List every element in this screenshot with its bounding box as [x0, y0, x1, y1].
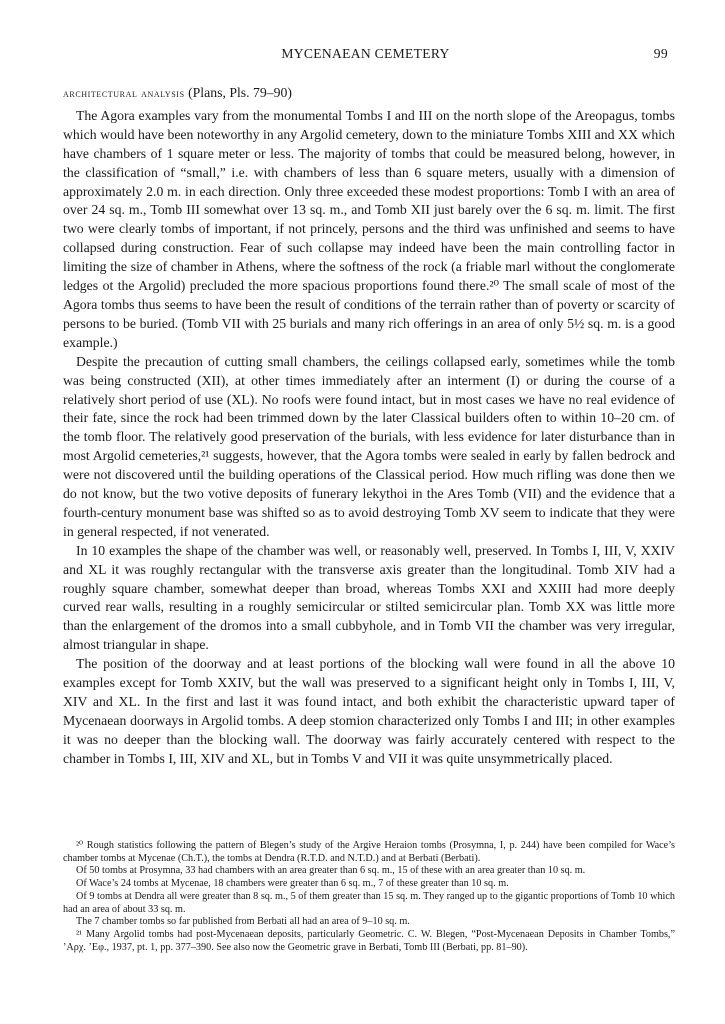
running-title: MYCENAEAN CEMETERY — [281, 46, 450, 61]
footnote: ²⁰ Rough statistics following the pattern of Blegen’s study of the Argive Heraion tombs (Prosymna, I, p. 244) have been compiled for Wace’s chamber tombs at Mycenae (Ch.T.), the tombs at Dendra (R.T.D. and N.T.D.) and at Berbati (Berbati). — [63, 840, 675, 864]
section-plates-reference: (Plans, Pls. 79–90) — [188, 85, 292, 100]
footnote: Of 9 tombs at Dendra all were greater than 8 sq. m., 5 of them greater than 15 sq. m. They ranged up to the gigantic proportions of Tomb 10 which had an area of about 33 sq. m. — [63, 890, 675, 915]
paragraph: The position of the doorway and at least portions of the blocking wall were found in all the above 10 examples except for Tomb XXIV, but the wall was preserved to a significant height only in Tombs I, III, V, XIV and XL. In the first and last it was found intact, and both exhibit the characteristic upward taper of Mycenaean doorways in Argolid tombs. A deep stomion characterized only Tombs I and III; in other examples it was no deeper than the blocking wall. The doorway was fairly accurately centered with respect to the chamber in Tombs I, III, XIV and XL, but in Tombs V and VII it was quite unsymmetrically placed. — [63, 656, 675, 766]
paragraph: Despite the precaution of cutting small chambers, the ceilings collapsed early, sometimes while the tomb was being constructed (XII), at other times immediately after an interment (I) or during the course of a relatively short period of use (XL). No roofs were found intact, but in most cases we have no real evidence of their fate, since the rock had been trimmed down by the later Classical builders often to within 10–20 cm. of the tomb floor. The relatively good preservation of the burials, with less evidence for later disturbance than in most Argolid cemeteries,²¹ suggests, however, that the Agora tombs were sealed in early by fallen bedrock and were not discovered until the building operations of the Classical period. How much rifling was done then we do not know, but the two votive deposits of funerary lekythoi in the Ares Tomb (VII) and the evidence that a fourth-century monument base was shifted so as to avoid destroying Tomb XV seem to indicate that they were in general respected, if not venerated. — [63, 353, 675, 539]
page-number: 99 — [653, 46, 668, 61]
footnote: Of 50 tombs at Prosymna, 33 had chambers with an area greater than 6 sq. m., 15 of these with an area greater than 10 sq. m. — [76, 865, 586, 877]
body-text — [63, 84, 675, 769]
footnote: The 7 chamber tombs so far published from Berbati all had an area of 9–10 sq. m. — [76, 916, 410, 928]
footnote: ²¹ Many Argolid tombs had post-Mycenaean deposits, particularly Geometric. C. W. Blegen, “Post-Mycenaean Deposits in Chamber Tombs,” ’Αρχ. ’Εφ., 1937, pt. 1, pp. 377–390. See also now the Geometric grave in Berbati, Tomb III (Berbati, pp. 81–90). — [63, 928, 675, 953]
footnote: Of Wace’s 24 tombs at Mycenae, 18 chambers were greater than 6 sq. m., 7 of these greater than 10 sq. m. — [76, 878, 509, 890]
footnotes — [63, 840, 675, 954]
section-heading: architectural analysis — [63, 86, 185, 100]
paragraph: The Agora examples vary from the monumental Tombs I and III on the north slope of the Areopagus, tombs which would have been noteworthy in any Argolid cemetery, down to the miniature Tombs XIII and XX which have chambers of 1 square meter or less. The majority of tombs that could be measured belong, however, in the classification of “small,” i.e. with chambers of less than 6 square meters, usually with a dimension of approximately 2.0 m. in each direction. Only three exceeded these modest proportions: Tomb I with an area of over 24 sq. m., Tomb III somewhat over 13 sq. m., and Tomb XII just barely over the 6 sq. m. limit. The first two were clearly tombs of important, if not princely, persons and the third was unfinished and seems to have collapsed during construction. Fear of such collapse may indeed have been the main controlling factor in limiting the size of chamber in Athens, where the softness of the rock (a friable marl without the conglomerate ledges ot the Argolid) precluded the more spacious proportions found there.²⁰ The small scale of most of the Agora tombs thus seems to have been the result of conditions of the terrain rather than of poverty or scarcity of persons to be buried. (Tomb VII with 25 burials and many rich offerings in an area of only 5½ sq. m. is a good example.) — [63, 107, 675, 350]
section-heading-line — [63, 84, 675, 103]
running-head — [63, 46, 668, 68]
paragraph: In 10 examples the shape of the chamber was well, or reasonably well, preserved. In Tombs I, III, V, XXIV and XL it was roughly rectangular with the transverse axis greater than the longitudinal. Tomb XIV had a roughly square chamber, somewhat deeper than broad, whereas Tombs XXI and XXIII had more deeply curved rear walls, resulting in a roughly semicircular or stilted semicircular plan. Tomb XX was little more than the enlargement of the dromos into a small cubbyhole, and in Tomb VII the chamber was very irregular, almost triangular in shape. — [63, 542, 675, 653]
